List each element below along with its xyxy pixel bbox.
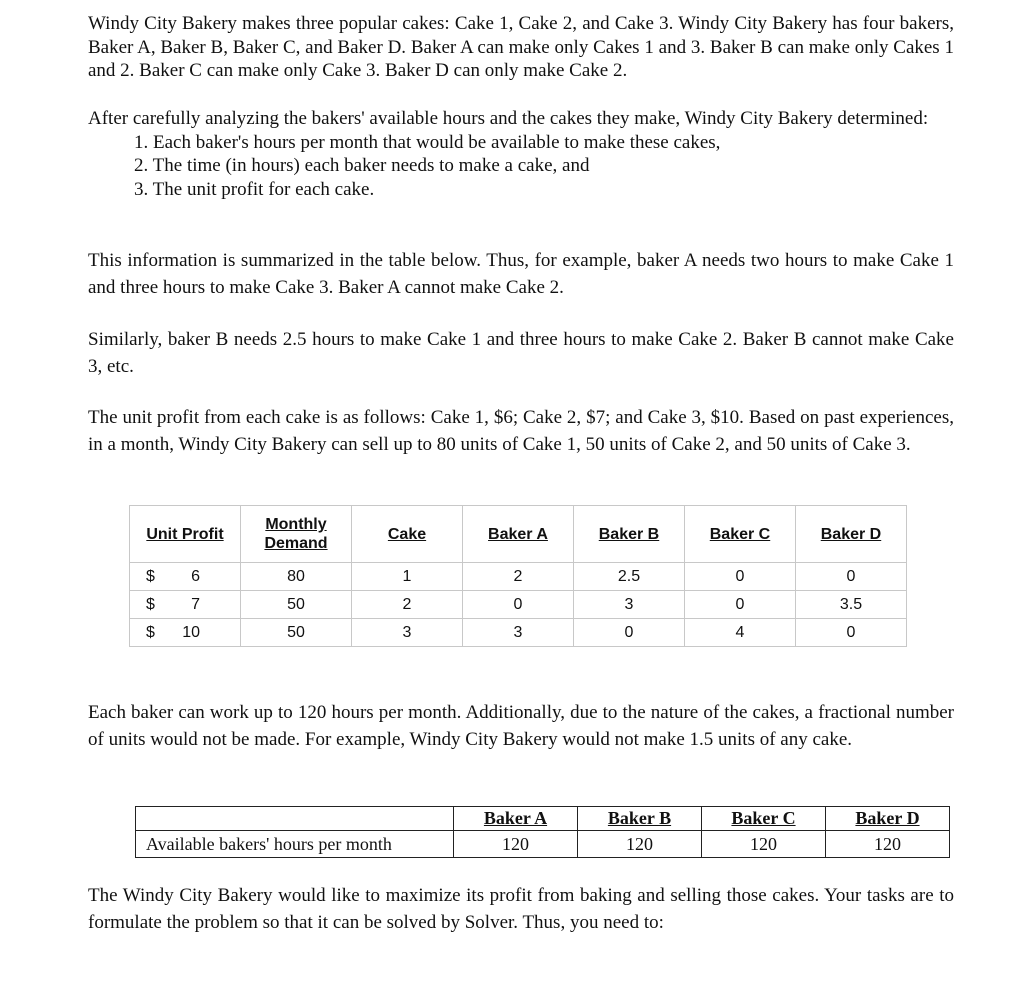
baker-a-cell: 0 — [463, 591, 574, 619]
header-monthly-demand: Monthly Demand — [241, 506, 352, 563]
header-baker-d: Baker D — [826, 807, 950, 831]
table-header-row — [130, 506, 907, 563]
baker-d-cell: 0 — [796, 619, 907, 647]
demand-cell: 80 — [241, 563, 352, 591]
summary-paragraph: This information is summarized in the table below. Thus, for example, baker A needs two hours to make Cake 1 and three hours to make Cake 3. Baker A cannot make Cake 2. — [88, 250, 954, 298]
demand-cell: 50 — [241, 619, 352, 647]
header-cake: Cake — [352, 506, 463, 563]
baker-c-cell: 0 — [685, 563, 796, 591]
header-baker-c: Baker C — [685, 506, 796, 563]
header-baker-a: Baker A — [463, 506, 574, 563]
hours-paragraph: Each baker can work up to 120 hours per month. Additionally, due to the nature of the cakes, a fractional number of units would not be made. For example, Windy City Bakery would not make 1.5 units of any cake. — [88, 702, 954, 750]
baker-c-cell: 4 — [685, 619, 796, 647]
baker-b-cell: 2.5 — [574, 563, 685, 591]
hours-baker-d: 120 — [826, 831, 950, 858]
profit-cell — [130, 563, 241, 591]
hours-baker-a: 120 — [454, 831, 578, 858]
profit-paragraph: The unit profit from each cake is as follows: Cake 1, $6; Cake 2, $7; and Cake 3, $10. Based on past experiences, in a month, Windy City Bakery can sell up to 80 units of Cake 1, 50 units of Cake 2, and 50 units of Cake 3. — [88, 407, 954, 455]
profit-value: 6 — [191, 567, 200, 585]
profit-value: 7 — [191, 595, 200, 613]
list-item: 3. The unit profit for each cake. — [134, 178, 375, 200]
currency-symbol: $ — [146, 623, 155, 641]
header-unit-profit: Unit Profit — [130, 506, 241, 563]
profit-cell — [130, 619, 241, 647]
hours-baker-b: 120 — [578, 831, 702, 858]
currency-symbol: $ — [146, 595, 155, 613]
cake-cell: 1 — [352, 563, 463, 591]
baker-b-cell: 3 — [574, 591, 685, 619]
header-baker-b: Baker B — [578, 807, 702, 831]
hours-header-row — [136, 807, 950, 831]
table-row — [130, 591, 907, 619]
intro-paragraph: Windy City Bakery makes three popular cakes: Cake 1, Cake 2, and Cake 3. Windy City Bakery has four bakers, Baker A, Baker B, Baker C, and Baker D. Baker A can make only Cakes 1 and 3. Baker B can make only Cakes 1 and 2. Baker C can make only Cake 3. Baker D can only make Cake 2. — [88, 13, 954, 81]
analysis-paragraph: After carefully analyzing the bakers' available hours and the cakes they make, Windy City Bakery determined: — [88, 108, 929, 129]
similarly-paragraph: Similarly, baker B needs 2.5 hours to make Cake 1 and three hours to make Cake 2. Baker B cannot make Cake 3, etc. — [88, 329, 954, 377]
determined-list — [88, 131, 954, 202]
currency-symbol: $ — [146, 567, 155, 585]
hours-row — [136, 831, 950, 858]
hours-table — [135, 806, 950, 858]
baker-d-cell: 3.5 — [796, 591, 907, 619]
closing-paragraph: The Windy City Bakery would like to maximize its profit from baking and selling those cakes. Your tasks are to formulate the problem so that it can be solved by Solver. Thus, you need to: — [88, 885, 954, 933]
list-item: 2. The time (in hours) each baker needs to make a cake, and — [134, 155, 590, 176]
hours-baker-c: 120 — [702, 831, 826, 858]
header-baker-d: Baker D — [796, 506, 907, 563]
cake-cell: 3 — [352, 619, 463, 647]
profit-value: 10 — [182, 623, 200, 641]
profit-cell — [130, 591, 241, 619]
baker-b-cell: 0 — [574, 619, 685, 647]
baker-d-cell: 0 — [796, 563, 907, 591]
analysis-block — [88, 107, 954, 201]
blank-header-cell — [136, 807, 454, 831]
table-row — [130, 563, 907, 591]
baker-c-cell: 0 — [685, 591, 796, 619]
baker-a-cell: 2 — [463, 563, 574, 591]
header-baker-b: Baker B — [574, 506, 685, 563]
table-row — [130, 619, 907, 647]
hours-row-label: Available bakers' hours per month — [136, 831, 454, 858]
cake-table — [129, 505, 907, 647]
demand-cell: 50 — [241, 591, 352, 619]
baker-a-cell: 3 — [463, 619, 574, 647]
list-item: 1. Each baker's hours per month that would be available to make these cakes, — [134, 131, 721, 153]
cake-cell: 2 — [352, 591, 463, 619]
header-baker-c: Baker C — [702, 807, 826, 831]
header-baker-a: Baker A — [454, 807, 578, 831]
